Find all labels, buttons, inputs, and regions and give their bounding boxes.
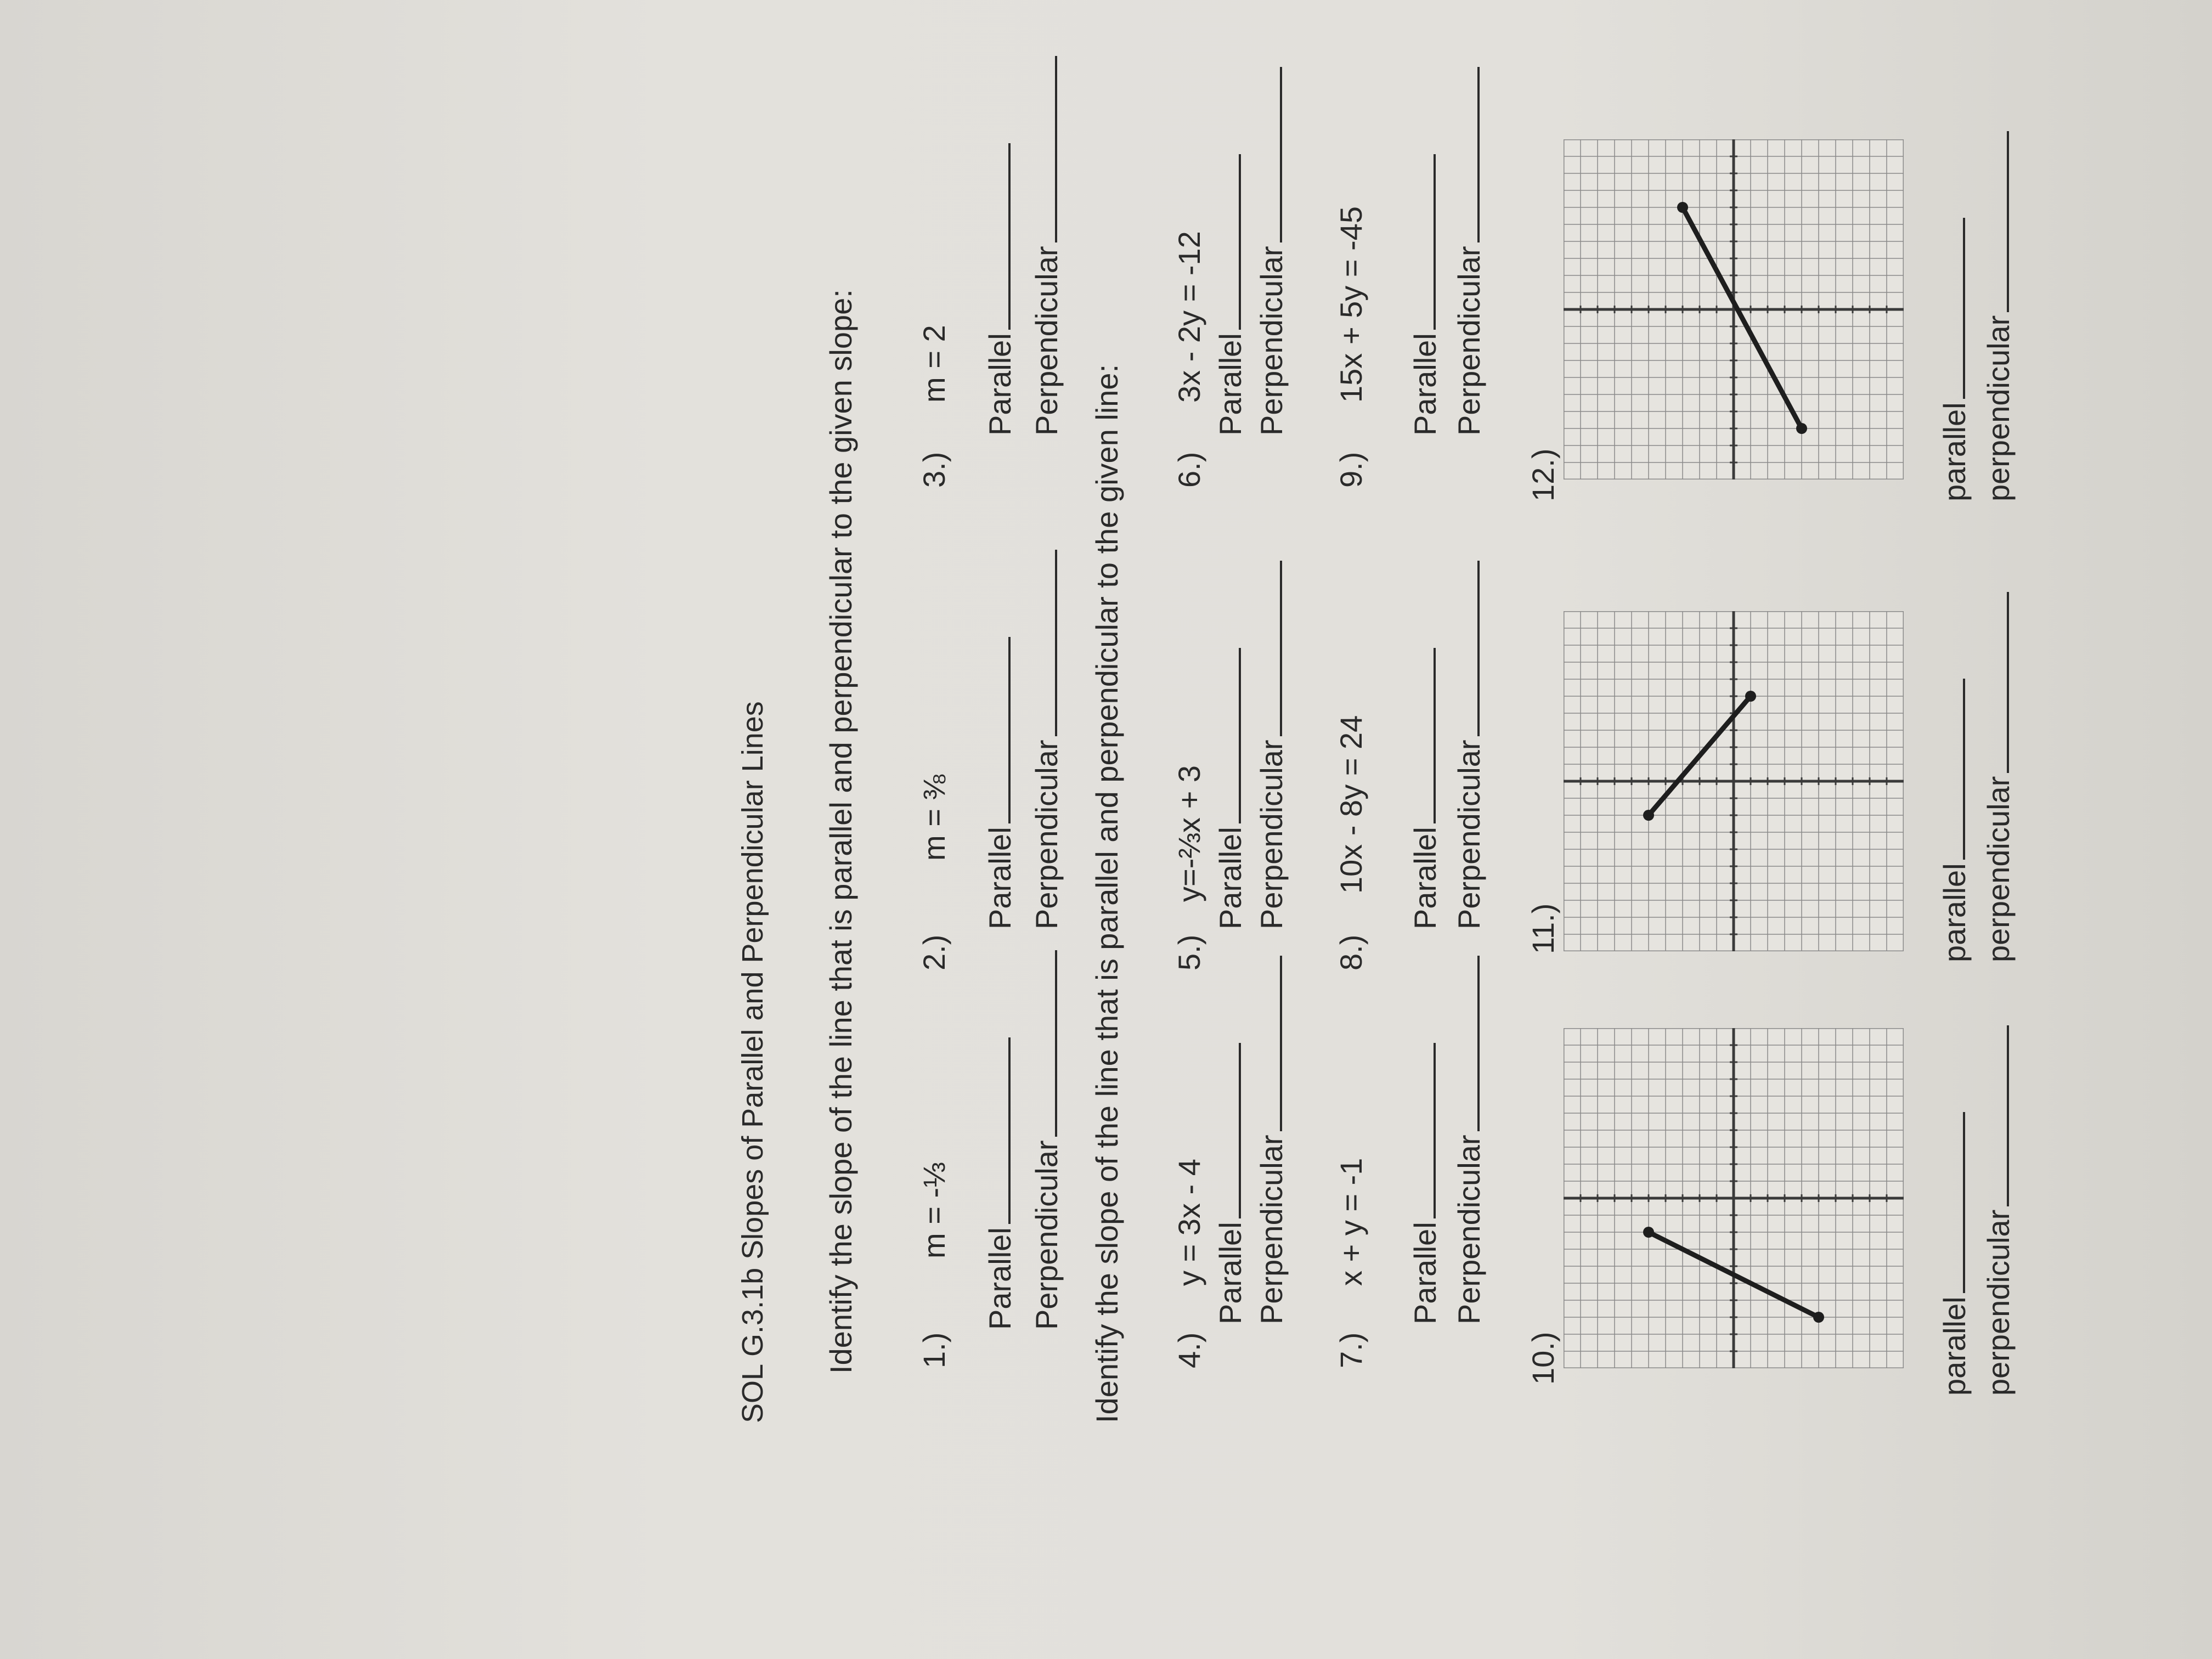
answer-blank[interactable]: [1008, 1037, 1011, 1224]
page-title: SOL G.3.1b Slopes of Parallel and Perpendicular Lines: [736, 701, 769, 1423]
section1-instruction: Identify the slope of the line that is parallel and perpendicular to the given slope:: [823, 289, 858, 1374]
problem-number: 9.): [1334, 452, 1368, 488]
perpendicular-label: Perpendicular: [1454, 561, 1485, 929]
answer-blank[interactable]: [1055, 950, 1057, 1137]
problem-number: 8.): [1334, 934, 1368, 970]
problem-number: 6.): [1172, 452, 1206, 488]
line-endpoint: [1677, 202, 1688, 213]
problem-expression: m = ⅜: [917, 774, 951, 861]
answer-blank[interactable]: [1963, 218, 1965, 399]
parallel-label: parallel: [1939, 679, 1970, 962]
problem-number: 7.): [1334, 1332, 1368, 1368]
perpendicular-label: perpendicular: [1983, 1025, 2014, 1396]
parallel-label: Parallel: [1215, 1043, 1246, 1324]
answer-blank[interactable]: [1434, 1043, 1436, 1218]
perpendicular-label: Perpendicular: [1454, 956, 1485, 1324]
line-endpoint: [1813, 1312, 1824, 1323]
perpendicular-label: Perpendicular: [1256, 561, 1287, 929]
problem-number: 1.): [917, 1332, 951, 1368]
line-endpoint: [1643, 1227, 1654, 1238]
answer-blank[interactable]: [1477, 67, 1480, 242]
answer-blank[interactable]: [1008, 637, 1011, 823]
answer-blank[interactable]: [2007, 1025, 2009, 1206]
problem-expression: 10x - 8y = 24: [1334, 715, 1368, 894]
answer-blank[interactable]: [1239, 1043, 1241, 1218]
perpendicular-label: Perpendicular: [1031, 56, 1062, 436]
parallel-label: Parallel: [1410, 154, 1441, 436]
answer-blank[interactable]: [1434, 648, 1436, 823]
answer-blank[interactable]: [2007, 131, 2009, 312]
problem-expression: x + y = -1: [1334, 1158, 1368, 1286]
problem-expression: m = 2: [917, 325, 951, 403]
parallel-label: Parallel: [1410, 648, 1441, 929]
answer-blank[interactable]: [1239, 154, 1241, 330]
problem-number: 12.): [1526, 448, 1560, 501]
coordinate-grid: [1564, 139, 1904, 479]
answer-blank[interactable]: [2007, 592, 2009, 773]
problem-number: 2.): [917, 934, 951, 970]
parallel-label: Parallel: [985, 637, 1015, 929]
answer-blank[interactable]: [1008, 143, 1011, 330]
line-endpoint: [1643, 810, 1654, 821]
answer-blank[interactable]: [1280, 67, 1282, 242]
answer-blank[interactable]: [1055, 56, 1057, 242]
parallel-label: parallel: [1939, 218, 1970, 501]
problem-expression: 15x + 5y = -45: [1334, 206, 1368, 403]
answer-blank[interactable]: [1239, 648, 1241, 823]
coordinate-grid: [1564, 1028, 1904, 1368]
parallel-label: Parallel: [985, 1037, 1015, 1330]
problem-number: 10.): [1526, 1331, 1560, 1385]
perpendicular-label: Perpendicular: [1256, 67, 1287, 436]
answer-blank[interactable]: [1280, 561, 1282, 736]
problem-number: 3.): [917, 452, 951, 488]
parallel-label: Parallel: [1215, 154, 1246, 436]
perpendicular-label: perpendicular: [1983, 131, 2014, 501]
line-endpoint: [1796, 423, 1807, 434]
parallel-label: Parallel: [1215, 648, 1246, 929]
parallel-label: Parallel: [1410, 1043, 1441, 1324]
line-endpoint: [1745, 691, 1756, 702]
problem-number: 4.): [1172, 1332, 1206, 1368]
perpendicular-label: Perpendicular: [1031, 550, 1062, 929]
problem-expression: 3x - 2y = -12: [1172, 231, 1206, 403]
parallel-label: Parallel: [985, 143, 1015, 436]
problem-expression: y=-⅔x + 3: [1172, 765, 1206, 902]
answer-blank[interactable]: [1055, 550, 1057, 736]
answer-blank[interactable]: [1280, 956, 1282, 1131]
answer-blank[interactable]: [1963, 1112, 1965, 1293]
answer-blank[interactable]: [1963, 679, 1965, 860]
problem-number: 5.): [1172, 934, 1206, 970]
problem-expression: y = 3x - 4: [1172, 1159, 1206, 1286]
answer-blank[interactable]: [1477, 561, 1480, 736]
parallel-label: parallel: [1939, 1112, 1970, 1396]
section2-instruction: Identify the slope of the line that is parallel and perpendicular to the given line:: [1090, 364, 1124, 1423]
perpendicular-label: Perpendicular: [1031, 950, 1062, 1330]
answer-blank[interactable]: [1434, 154, 1436, 330]
problem-number: 11.): [1526, 903, 1560, 954]
problem-expression: m = -⅓: [917, 1162, 951, 1259]
perpendicular-label: perpendicular: [1983, 592, 2014, 962]
coordinate-grid: [1564, 611, 1904, 951]
perpendicular-label: Perpendicular: [1256, 956, 1287, 1324]
perpendicular-label: Perpendicular: [1454, 67, 1485, 436]
answer-blank[interactable]: [1477, 956, 1480, 1131]
